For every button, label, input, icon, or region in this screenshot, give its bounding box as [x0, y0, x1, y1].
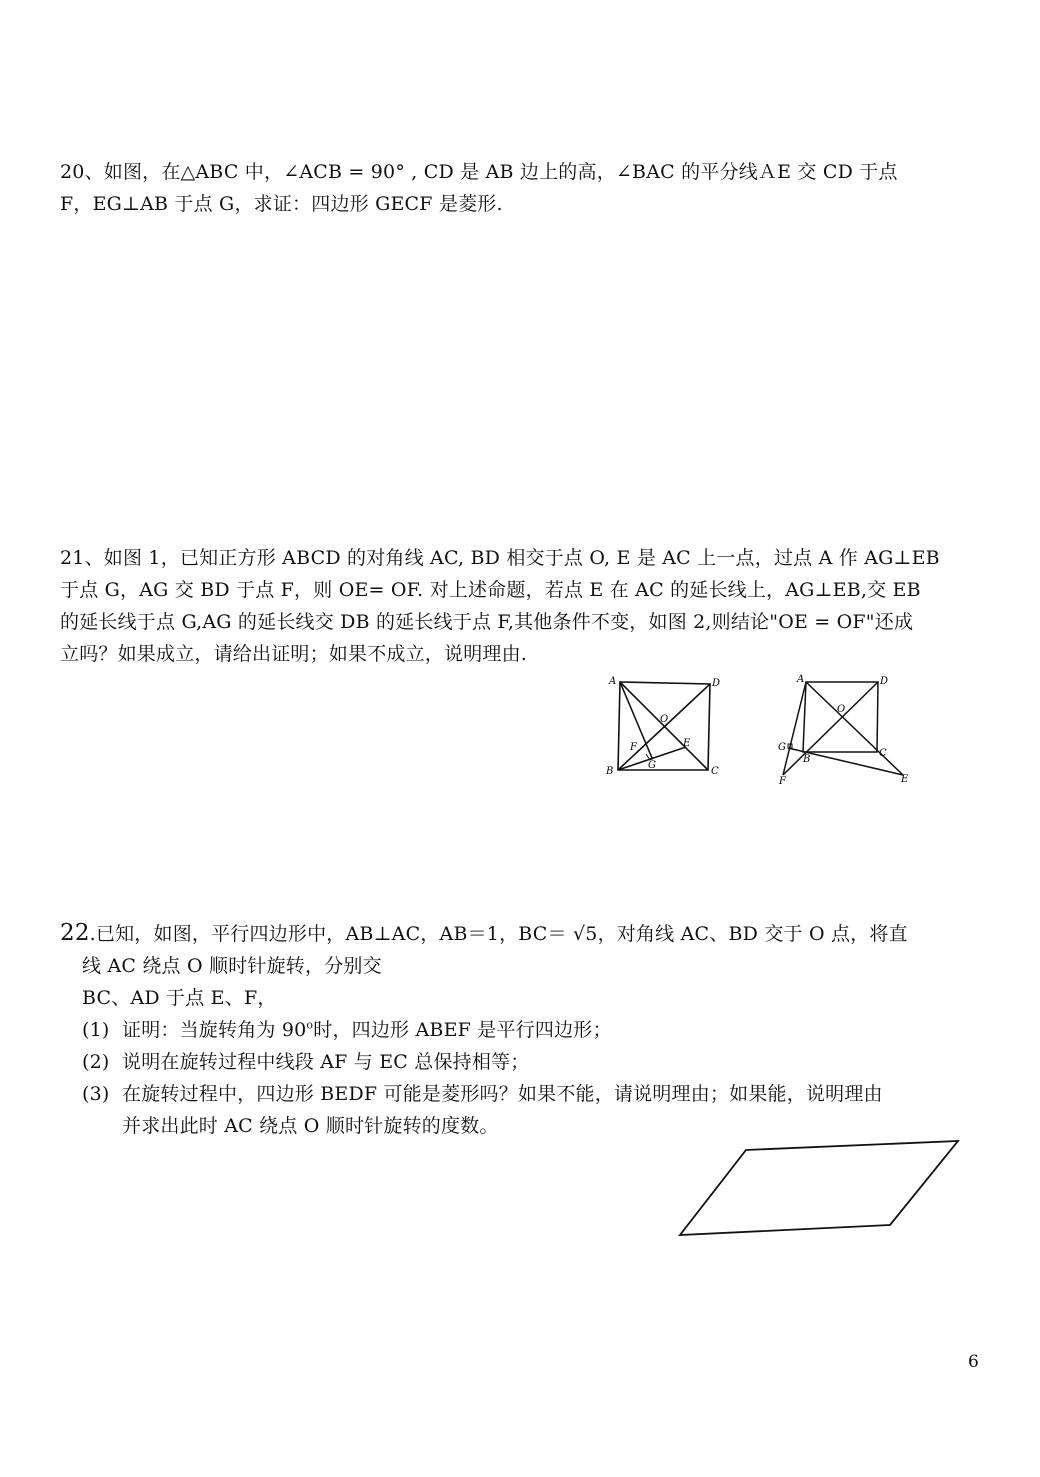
item-1-text [122, 1014, 982, 1046]
item-2-text: 说明在旋转过程中线段 AF 与 EC 总保持相等； [122, 1051, 530, 1073]
question-21-line-2: 于点 G，AG 交 BD 于点 F，则 OE= OF. 对上述命题，若点 E 在 AC 的延长线上，AG⊥EB,交 EB [60, 579, 921, 601]
label-b: B [803, 754, 811, 765]
question-20-line-2: F，EG⊥AB 于点 G，求证：四边形 GECF 是菱形. [60, 193, 503, 215]
label-d: D [880, 676, 889, 687]
item-3-text-a: 在旋转过程中，四边形 BEDF 可能是菱形吗？如果不能，请说明理由；如果能，说明理由 [122, 1083, 883, 1105]
question-22-number: 22 [60, 920, 90, 946]
degree-sup: o [306, 1018, 314, 1032]
page-number: 6 [968, 1352, 979, 1372]
figure-3-parallelogram [676, 1138, 966, 1242]
line-df [783, 682, 878, 775]
item-1-text-a: 证明：当旋转角为 90 [122, 1019, 307, 1041]
line-ae [806, 682, 903, 775]
question-22-head-text: .已知，如图，平行四边形中，AB⊥AC，AB＝1，BC＝ √5，对角线 AC、BD 交于 O 点，将直 [89, 923, 908, 945]
question-20-line-1: 20、如图，在△ABC 中，∠ACB = 90° , CD 是 AB 边上的高，∠BAC 的平分线ＡE 交 CD 于点 [60, 161, 898, 183]
label-e: E [901, 774, 909, 785]
label-g: G [778, 742, 786, 753]
label-o: O [837, 704, 846, 715]
label-c: C [879, 748, 887, 759]
label-a: A [609, 676, 617, 687]
question-22-item-3 [82, 1078, 982, 1142]
figure-2-square-diagram [773, 672, 923, 787]
label-c: C [711, 766, 719, 777]
item-1-label: (1) [82, 1019, 110, 1041]
question-22-item-1 [82, 1014, 982, 1046]
parallelogram-shape [680, 1141, 958, 1235]
question-22-continuation-1: 线 AC 绕点 O 顺时针旋转，分别交 [82, 955, 382, 977]
label-b: B [606, 766, 614, 777]
label-d: D [712, 678, 721, 689]
label-f: F [630, 742, 637, 753]
question-21-line-4: 立吗？如果成立，请给出证明；如果不成立，说明理由. [60, 643, 528, 665]
label-f: F [779, 776, 786, 787]
item-2-label: (2) [82, 1051, 110, 1073]
question-20 [60, 156, 982, 220]
question-21-line-3: 的延长线于点 G,AG 的延长线交 DB 的延长线于点 F,其他条件不变，如图 2,则结论"OE = OF"还成 [60, 611, 914, 633]
item-3-label: (3) [82, 1083, 110, 1105]
label-a: A [797, 674, 805, 685]
question-21 [60, 542, 982, 670]
figure-1-square-diagram [600, 672, 730, 782]
item-3-text [122, 1078, 982, 1142]
label-e: E [683, 738, 691, 749]
question-21-line-1: 21、如图 1，已知正方形 ABCD 的对角线 AC, BD 相交于点 O, E 是 AC 上一点，过点 A 作 AG⊥EB [60, 547, 940, 569]
question-22-continuation-2: BC、AD 于点 E、F， [82, 987, 277, 1009]
question-22-item-2 [82, 1046, 982, 1078]
label-o: O [660, 714, 669, 725]
question-22 [60, 917, 982, 1142]
question-22-head [60, 917, 982, 950]
label-g: G [648, 760, 656, 771]
item-1-text-b: 时，四边形 ABEF 是平行四边形； [313, 1019, 612, 1041]
item-3-text-b: 并求出此时 AC 绕点 O 顺时针旋转的度数。 [122, 1115, 499, 1137]
